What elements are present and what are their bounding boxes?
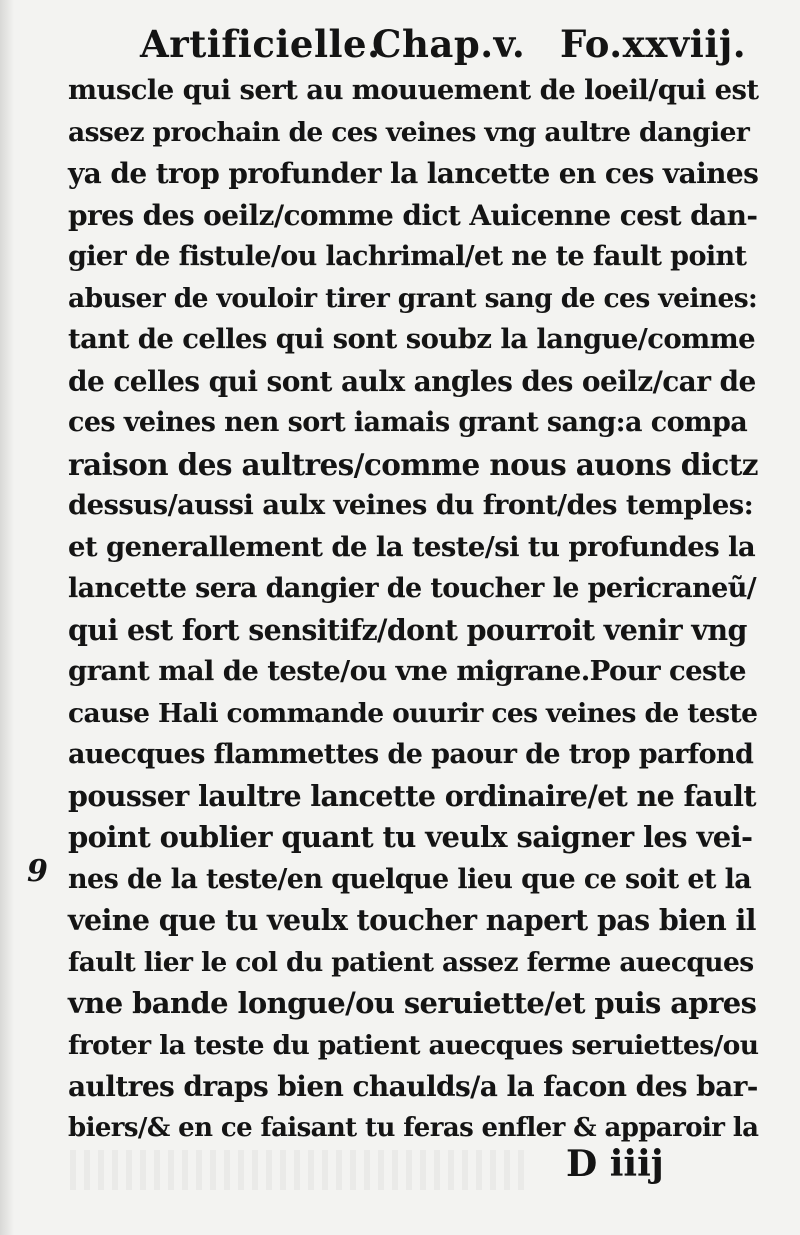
- running-head-title: Artificielle.: [140, 22, 381, 66]
- text-line: biers/& en ce faisant tu feras enfler & apparoir la: [68, 1112, 759, 1143]
- text-line: gier de fistule/ou lachrimal/et ne te fault point: [68, 241, 747, 272]
- text-line: grant mal de teste/ou vne migrane.Pour ceste: [68, 655, 746, 687]
- margin-note: 9: [27, 854, 48, 889]
- running-head-chapter: Chap.v.: [372, 22, 526, 66]
- text-line: qui est fort sensitifz/dont pourroit venir vng: [68, 612, 747, 647]
- text-line: ces veines nen sort iamais grant sang:a compa: [68, 407, 748, 438]
- text-line: abuser de vouloir tirer grant sang de ces veines:: [68, 282, 758, 314]
- text-line: point oublier quant tu veulx saigner les vei-: [68, 820, 753, 854]
- text-line: tant de celles qui sont soubz la langue/comme: [68, 323, 755, 355]
- text-line: veine que tu veulx toucher napert pas bien il: [68, 903, 756, 937]
- text-block: [68, 70, 758, 1149]
- show-through-bleed: [70, 1150, 530, 1190]
- signature-mark: D iiij: [566, 1143, 664, 1185]
- text-line: assez prochain de ces veines vng aultre dangier: [68, 116, 750, 148]
- running-head-folio: Fo.xxviij.: [560, 22, 747, 66]
- text-line: de celles qui sont aulx angles des oeilz/car de: [68, 364, 756, 398]
- text-line: raison des aultres/comme nous auons dictz: [68, 446, 758, 482]
- text-line: cause Hali commande ouurir ces veines de teste: [68, 697, 758, 729]
- text-line: pousser laultre lancette ordinaire/et ne fault: [68, 778, 756, 813]
- text-line: nes de la teste/en quelque lieu que ce soit et la: [68, 863, 752, 895]
- text-line: vne bande longue/ou seruiette/et puis apres: [68, 986, 757, 1020]
- text-line: aultres draps bien chaulds/a la facon des bar-: [68, 1070, 758, 1103]
- running-head: [140, 22, 747, 70]
- text-line: muscle qui sert au mouuement de loeil/qui est: [68, 74, 759, 106]
- text-line: fault lier le col du patient assez ferme auecques: [68, 946, 754, 978]
- text-line: froter la teste du patient auecques seruiettes/ou: [68, 1029, 759, 1061]
- text-line: ya de trop profunder la lancette en ces vaines: [68, 157, 759, 190]
- page-gutter-shadow: [0, 0, 14, 1235]
- text-line: lancette sera dangier de toucher le pericraneũ/: [68, 573, 757, 604]
- text-line: dessus/aussi aulx veines du front/des temples:: [68, 489, 754, 521]
- text-line: auecques flammettes de paour de trop parfond: [68, 739, 754, 770]
- text-line: et generallement de la teste/si tu profundes la: [68, 530, 756, 563]
- text-line: pres des oeilz/comme dict Auicenne cest dan-: [68, 198, 758, 232]
